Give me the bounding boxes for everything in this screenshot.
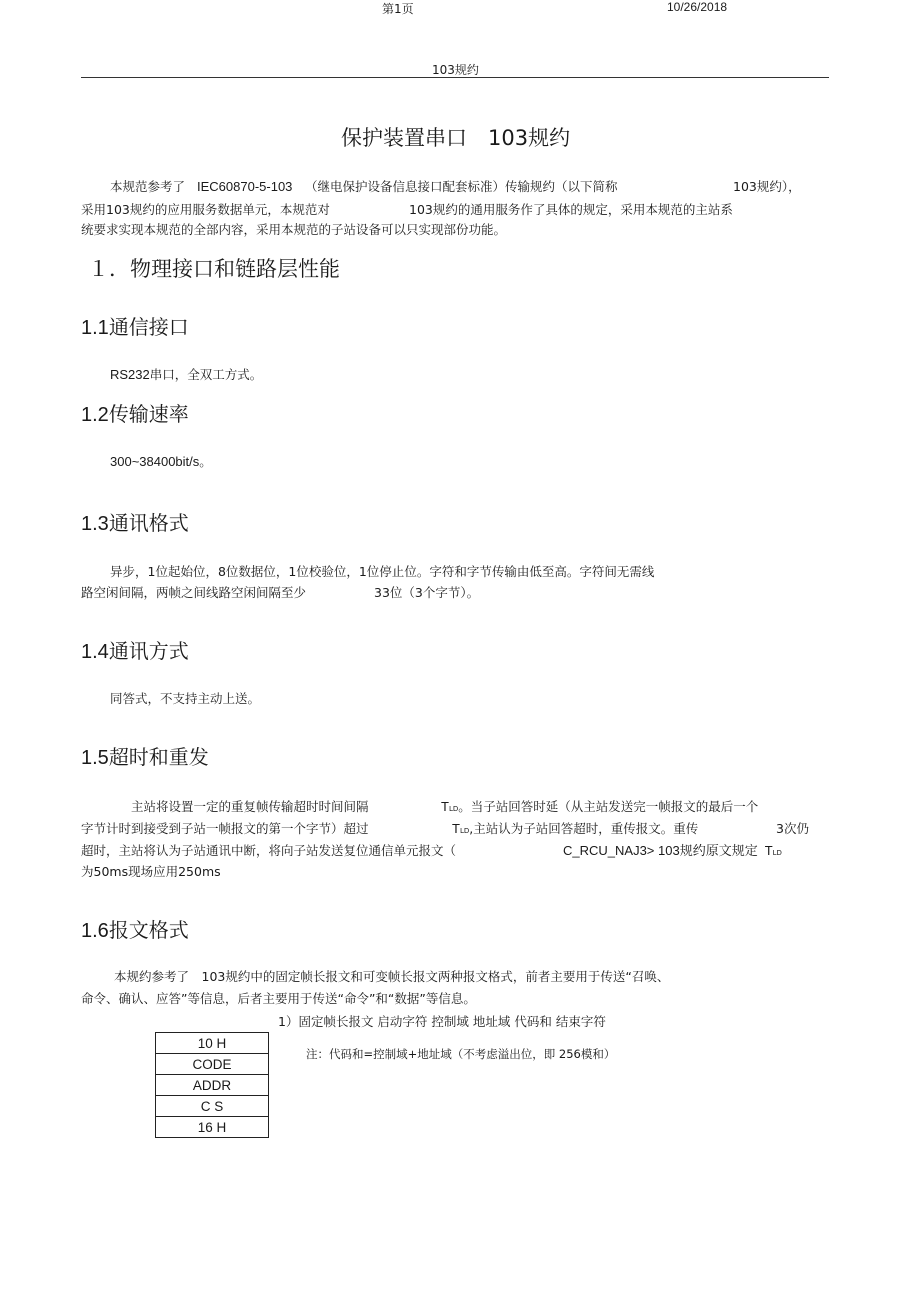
- tld-symbol: T: [764, 843, 773, 858]
- header-date: 10/26/2018: [667, 0, 728, 14]
- tld-subscript: LD: [448, 805, 459, 813]
- intro-line-1b: IEC60870-5-103: [197, 179, 293, 194]
- section-1-2-title: 传输速率: [108, 402, 189, 426]
- section-1-6-line-1: 本规约参考了 103规约中的固定帧长报文和可变帧长报文两种报文格式，前者主要用于传送“召唤、: [114, 969, 670, 984]
- document-title: 保护装置串口 103规约: [341, 126, 571, 150]
- tld-subscript: LD: [772, 849, 782, 857]
- section-1-3-line-1: 异步，1位起始位，8位数据位，1位校验位，1位停止位。字符和字节传输由低至高。字符间无需线: [110, 564, 655, 579]
- table-row: [156, 1054, 269, 1075]
- section-1-heading: １．物理接口和链路层性能: [88, 257, 340, 281]
- section-1-2-body-num: 300~38400bit/s: [110, 454, 200, 469]
- section-1-2-body: [110, 451, 212, 473]
- section-1-4-body: 同答式，不支持主动上送。: [110, 691, 261, 706]
- frame-cell-code: CODE: [156, 1054, 269, 1075]
- section-1-1-body: [110, 364, 262, 386]
- intro-line-1c: （继电保护设备信息接口配套标准）传输规约（以下简称: [305, 179, 618, 194]
- section-1-3-line-2b: 33位（3个字节）。: [374, 585, 480, 600]
- section-1-4-heading: [81, 635, 189, 664]
- intro-line-1d: 103规约），: [733, 179, 801, 194]
- section-1-2-heading: [81, 398, 189, 427]
- fixed-frame-table: [155, 1032, 269, 1138]
- section-1-3-line-2a: 路空闲间隔，两帧之间线路空闲间隔至少: [81, 585, 307, 600]
- intro-line-2a: 采用103规约的应用服务数据单元，本规范对: [81, 202, 330, 217]
- section-1-6-number: 1.6: [81, 920, 109, 942]
- section-1-4-title: 通讯方式: [108, 639, 189, 663]
- section-1-5-line-3b-text: C_RCU_NAJ3> 103规约原文规定: [563, 843, 758, 858]
- section-1-6-line-2: 命令、确认、应答”等信息，后者主要用于传送“命令”和“数据”等信息。: [81, 991, 476, 1006]
- section-1-5-line-3b: [563, 840, 782, 864]
- section-1-1-number: 1.1: [81, 317, 109, 339]
- frame-cell-checksum: C S: [156, 1096, 269, 1117]
- table-row: [156, 1096, 269, 1117]
- section-1-5-line-2a: 字节计时到接受到子站一帧报文的第一个字节）超过: [81, 821, 369, 836]
- intro-line-3: 统要求实现本规范的全部内容，采用本规范的子站设备可以只实现部份功能。: [81, 222, 507, 237]
- section-1-5-line-3a: 超时，主站将认为子站通讯中断，将向子站发送复位通信单元报文（: [81, 843, 457, 858]
- section-1-5-line-1b: [441, 796, 758, 820]
- section-1-1-title: 通信接口: [108, 315, 189, 339]
- intro-line-2b: 103规约的通用服务作了具体的规定，采用本规范的主站系: [409, 202, 733, 217]
- section-1-1-body-num: RS232: [110, 367, 150, 382]
- tld-symbol: T: [452, 821, 460, 836]
- running-title: 103规约: [432, 63, 479, 77]
- tld-symbol: T: [441, 799, 449, 814]
- section-1-3-number: 1.3: [81, 513, 109, 535]
- section-1-5-title: 超时和重发: [108, 745, 209, 769]
- header-rule: [81, 77, 829, 78]
- section-1-5-heading: [81, 741, 209, 770]
- section-1-1-heading: [81, 311, 189, 340]
- section-1-1-body-text: 串口，全双工方式。: [149, 367, 263, 382]
- section-1-5-line-2b: [452, 818, 698, 842]
- section-1-5-line-2c: ,主站认为子站回答超时，重传报文。重传: [469, 821, 699, 836]
- checksum-note: 注：代码和=控制域+地址域（不考虑溢出位，即 256模和）: [306, 1047, 616, 1061]
- section-1-5-line-4: 为50ms现场应用250ms: [81, 864, 221, 879]
- section-1-6-title: 报文格式: [108, 918, 189, 942]
- intro-line-1a: 本规范参考了: [110, 179, 186, 194]
- section-1-5-line-1c: 。当子站回答时延（从主站发送完一帧报文的最后一个: [458, 799, 759, 814]
- page-number-label: 第1页: [382, 2, 414, 16]
- section-1-5-line-2d: 3次仍: [776, 821, 809, 836]
- table-row: [156, 1075, 269, 1096]
- frame-cell-addr: ADDR: [156, 1075, 269, 1096]
- table-row: [156, 1117, 269, 1138]
- section-1-5-line-1a: 主站将设置一定的重复帧传输超时时间间隔: [131, 799, 369, 814]
- frame-cell-start: 10 H: [156, 1033, 269, 1054]
- section-1-5-number: 1.5: [81, 747, 109, 769]
- fixed-frame-caption: 1）固定帧长报文 启动字符 控制域 地址域 代码和 结束字符: [278, 1014, 606, 1029]
- section-1-4-number: 1.4: [81, 641, 109, 663]
- frame-cell-end: 16 H: [156, 1117, 269, 1138]
- section-1-2-body-text: 。: [199, 454, 212, 469]
- section-1-2-number: 1.2: [81, 404, 109, 426]
- table-row: [156, 1033, 269, 1054]
- section-1-6-heading: [81, 914, 189, 943]
- section-1-3-title: 通讯格式: [108, 511, 189, 535]
- tld-subscript: LD: [459, 827, 470, 835]
- section-1-3-heading: [81, 507, 189, 536]
